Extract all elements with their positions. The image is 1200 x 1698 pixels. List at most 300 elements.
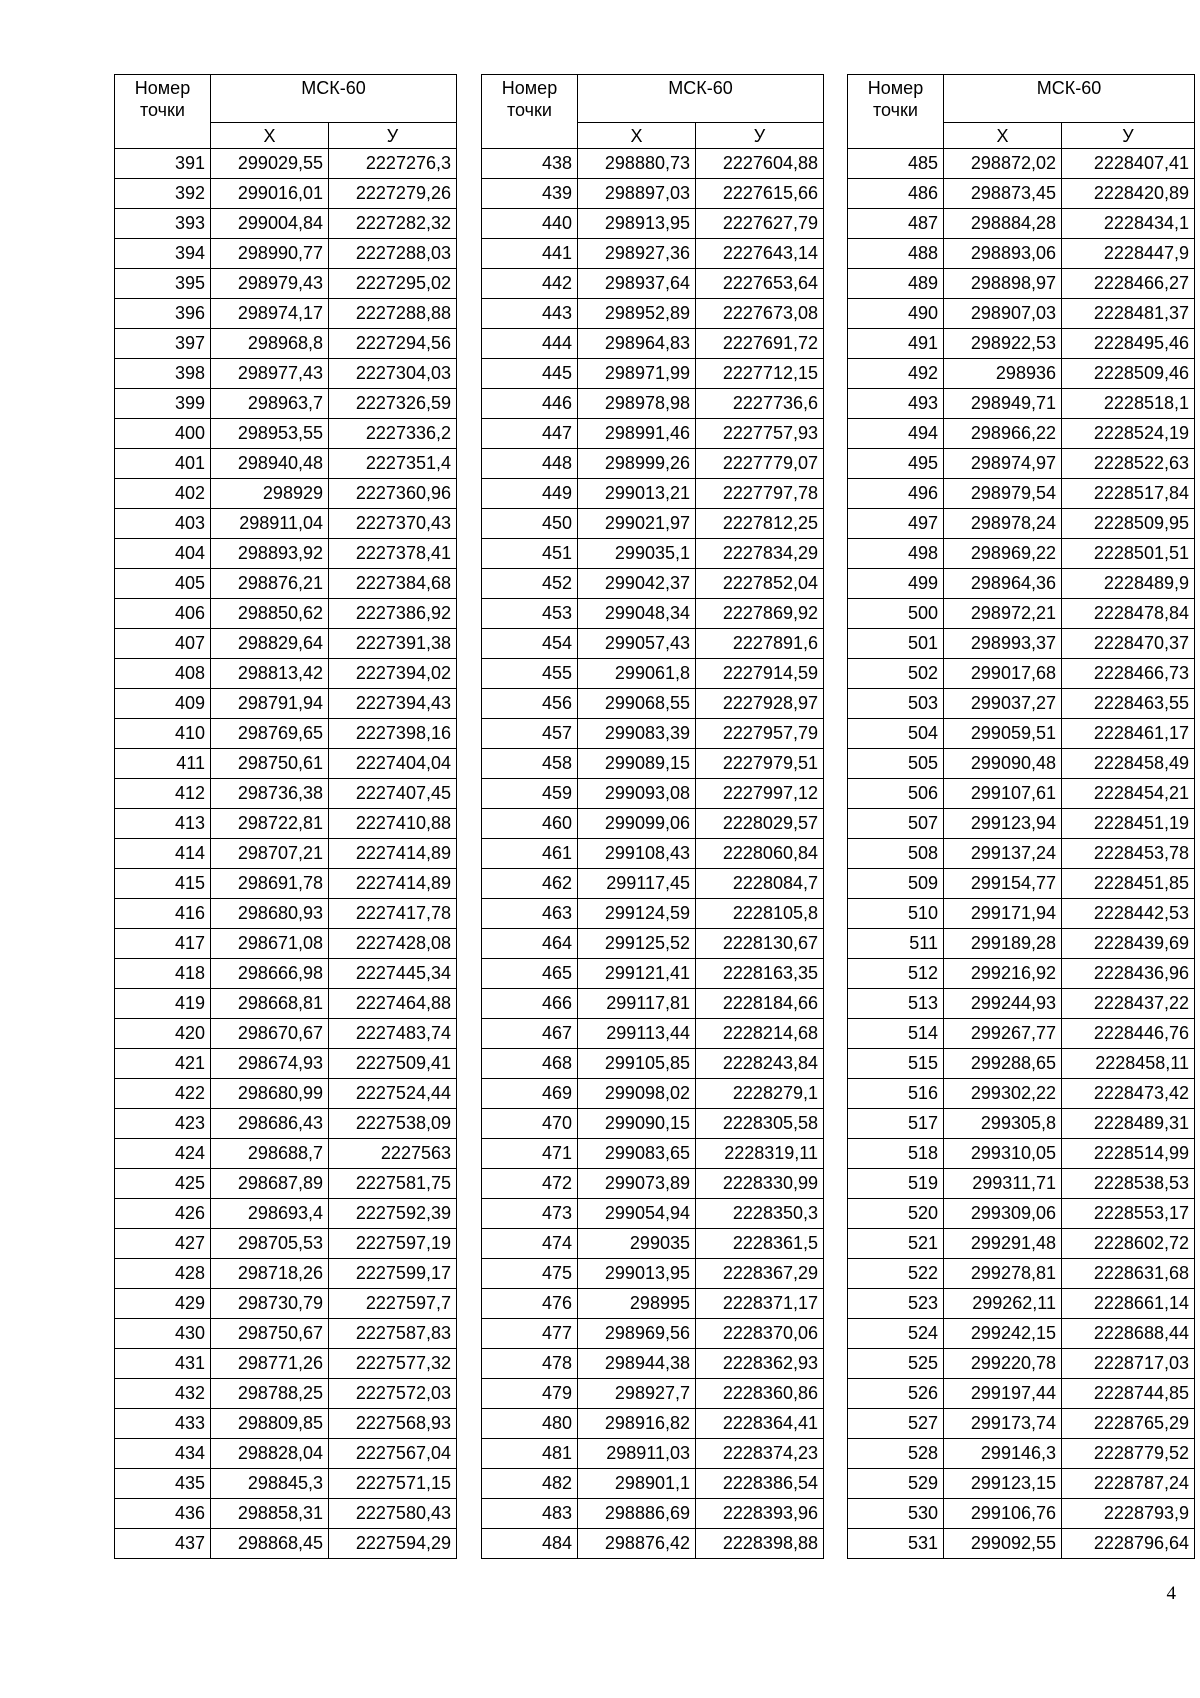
table-row <box>848 779 1195 809</box>
y-cell: 2227812,25 <box>696 509 824 539</box>
y-cell: 2227997,12 <box>696 779 824 809</box>
x-cell: 299244,93 <box>944 989 1062 1019</box>
table-row <box>482 389 824 419</box>
y-cell: 2227398,16 <box>329 719 457 749</box>
point-number-cell: 425 <box>115 1169 211 1199</box>
point-number-cell: 441 <box>482 239 578 269</box>
point-number-cell: 394 <box>115 239 211 269</box>
y-cell: 2228214,68 <box>696 1019 824 1049</box>
point-number-cell: 494 <box>848 419 944 449</box>
x-cell: 299137,24 <box>944 839 1062 869</box>
point-number-cell: 409 <box>115 689 211 719</box>
header-y: У <box>1062 123 1195 149</box>
table-row <box>848 869 1195 899</box>
table-row <box>482 419 824 449</box>
table-row <box>482 1499 824 1529</box>
point-number-cell: 405 <box>115 569 211 599</box>
point-number-cell: 508 <box>848 839 944 869</box>
x-cell: 299123,15 <box>944 1469 1062 1499</box>
table-row <box>848 689 1195 719</box>
table-row <box>848 1469 1195 1499</box>
table-row <box>482 1199 824 1229</box>
point-number-cell: 510 <box>848 899 944 929</box>
table-row <box>482 179 824 209</box>
table-row <box>115 929 457 959</box>
table-row <box>115 659 457 689</box>
point-number-cell: 419 <box>115 989 211 1019</box>
point-number-cell: 433 <box>115 1409 211 1439</box>
x-cell: 299117,45 <box>578 869 696 899</box>
y-cell: 2228305,58 <box>696 1109 824 1139</box>
point-number-cell: 427 <box>115 1229 211 1259</box>
page-number: 4 <box>1166 1583 1176 1604</box>
y-cell: 2228787,24 <box>1062 1469 1195 1499</box>
table-row <box>848 959 1195 989</box>
header-x: Х <box>944 123 1062 149</box>
table-row <box>848 749 1195 779</box>
y-cell: 2228473,42 <box>1062 1079 1195 1109</box>
table-row <box>848 1049 1195 1079</box>
table-row <box>848 1079 1195 1109</box>
table-row <box>115 299 457 329</box>
x-cell: 298964,83 <box>578 329 696 359</box>
point-number-cell: 493 <box>848 389 944 419</box>
point-number-cell: 462 <box>482 869 578 899</box>
table-row <box>482 629 824 659</box>
point-number-cell: 447 <box>482 419 578 449</box>
y-cell: 2227410,88 <box>329 809 457 839</box>
x-cell: 299098,02 <box>578 1079 696 1109</box>
point-number-cell: 518 <box>848 1139 944 1169</box>
y-cell: 2228524,19 <box>1062 419 1195 449</box>
x-cell: 298674,93 <box>211 1049 329 1079</box>
x-cell: 299099,06 <box>578 809 696 839</box>
x-cell: 299197,44 <box>944 1379 1062 1409</box>
x-cell: 299189,28 <box>944 929 1062 959</box>
point-number-cell: 436 <box>115 1499 211 1529</box>
y-cell: 2228463,55 <box>1062 689 1195 719</box>
x-cell: 298993,37 <box>944 629 1062 659</box>
point-number-cell: 435 <box>115 1469 211 1499</box>
x-cell: 299059,51 <box>944 719 1062 749</box>
point-number-cell: 523 <box>848 1289 944 1319</box>
point-number-cell: 522 <box>848 1259 944 1289</box>
table-row <box>115 269 457 299</box>
point-number-cell: 473 <box>482 1199 578 1229</box>
point-number-cell: 516 <box>848 1079 944 1109</box>
y-cell: 2227571,15 <box>329 1469 457 1499</box>
table-row <box>482 329 824 359</box>
x-cell: 298949,71 <box>944 389 1062 419</box>
point-number-cell: 428 <box>115 1259 211 1289</box>
point-number-cell: 528 <box>848 1439 944 1469</box>
x-cell: 298873,45 <box>944 179 1062 209</box>
y-cell: 2227891,6 <box>696 629 824 659</box>
x-cell: 298670,67 <box>211 1019 329 1049</box>
x-cell: 298809,85 <box>211 1409 329 1439</box>
y-cell: 2227779,07 <box>696 449 824 479</box>
header-point-number: Номер точки <box>482 75 578 149</box>
point-number-cell: 466 <box>482 989 578 1019</box>
y-cell: 2228470,37 <box>1062 629 1195 659</box>
x-cell: 298691,78 <box>211 869 329 899</box>
y-cell: 2227594,29 <box>329 1529 457 1559</box>
y-cell: 2228360,86 <box>696 1379 824 1409</box>
table-row <box>115 1319 457 1349</box>
x-cell: 298964,36 <box>944 569 1062 599</box>
y-cell: 2228509,95 <box>1062 509 1195 539</box>
table-row <box>482 779 824 809</box>
point-number-cell: 455 <box>482 659 578 689</box>
point-number-cell: 489 <box>848 269 944 299</box>
y-cell: 2227509,41 <box>329 1049 457 1079</box>
table-row <box>482 209 824 239</box>
x-cell: 298668,81 <box>211 989 329 1019</box>
point-number-cell: 476 <box>482 1289 578 1319</box>
point-number-cell: 446 <box>482 389 578 419</box>
x-cell: 299068,55 <box>578 689 696 719</box>
point-number-cell: 429 <box>115 1289 211 1319</box>
y-cell: 2228447,9 <box>1062 239 1195 269</box>
y-cell: 2228458,11 <box>1062 1049 1195 1079</box>
table-row <box>482 449 824 479</box>
table-row <box>482 599 824 629</box>
coordinate-table-2 <box>481 74 824 1559</box>
point-number-cell: 430 <box>115 1319 211 1349</box>
y-cell: 2227597,19 <box>329 1229 457 1259</box>
point-number-cell: 501 <box>848 629 944 659</box>
table-row <box>482 1319 824 1349</box>
table-row <box>482 1049 824 1079</box>
table-row <box>115 869 457 899</box>
table-row <box>115 539 457 569</box>
y-cell: 2228184,66 <box>696 989 824 1019</box>
y-cell: 2227360,96 <box>329 479 457 509</box>
point-number-cell: 527 <box>848 1409 944 1439</box>
point-number-cell: 443 <box>482 299 578 329</box>
table-row <box>848 989 1195 1019</box>
point-number-cell: 463 <box>482 899 578 929</box>
point-number-cell: 439 <box>482 179 578 209</box>
y-cell: 2227979,51 <box>696 749 824 779</box>
x-cell: 298916,82 <box>578 1409 696 1439</box>
point-number-cell: 413 <box>115 809 211 839</box>
point-number-cell: 526 <box>848 1379 944 1409</box>
x-cell: 299105,85 <box>578 1049 696 1079</box>
y-cell: 2228437,22 <box>1062 989 1195 1019</box>
x-cell: 298893,06 <box>944 239 1062 269</box>
point-number-cell: 512 <box>848 959 944 989</box>
table-row <box>115 1079 457 1109</box>
point-number-cell: 453 <box>482 599 578 629</box>
x-cell: 298769,65 <box>211 719 329 749</box>
point-number-cell: 495 <box>848 449 944 479</box>
x-cell: 298953,55 <box>211 419 329 449</box>
x-cell: 298680,99 <box>211 1079 329 1109</box>
point-number-cell: 524 <box>848 1319 944 1349</box>
table-row <box>115 1109 457 1139</box>
x-cell: 298705,53 <box>211 1229 329 1259</box>
point-number-cell: 486 <box>848 179 944 209</box>
table-row <box>115 989 457 1019</box>
point-number-cell: 517 <box>848 1109 944 1139</box>
x-cell: 299154,77 <box>944 869 1062 899</box>
table-row <box>115 959 457 989</box>
point-number-cell: 423 <box>115 1109 211 1139</box>
x-cell: 299242,15 <box>944 1319 1062 1349</box>
point-number-cell: 450 <box>482 509 578 539</box>
x-cell: 298722,81 <box>211 809 329 839</box>
table-row <box>848 329 1195 359</box>
x-cell: 298898,97 <box>944 269 1062 299</box>
y-cell: 2227592,39 <box>329 1199 457 1229</box>
table-row <box>115 179 457 209</box>
x-cell: 299092,55 <box>944 1529 1062 1559</box>
table-row <box>482 149 824 179</box>
y-cell: 2227370,43 <box>329 509 457 539</box>
point-number-cell: 531 <box>848 1529 944 1559</box>
point-number-cell: 499 <box>848 569 944 599</box>
point-number-cell: 456 <box>482 689 578 719</box>
x-cell: 299121,41 <box>578 959 696 989</box>
x-cell: 299267,77 <box>944 1019 1062 1049</box>
point-number-cell: 426 <box>115 1199 211 1229</box>
y-cell: 2228367,29 <box>696 1259 824 1289</box>
table-row <box>482 869 824 899</box>
x-cell: 298974,17 <box>211 299 329 329</box>
y-cell: 2228436,96 <box>1062 959 1195 989</box>
x-cell: 298688,7 <box>211 1139 329 1169</box>
header-y: У <box>696 123 824 149</box>
point-number-cell: 470 <box>482 1109 578 1139</box>
table-row <box>482 929 824 959</box>
x-cell: 299171,94 <box>944 899 1062 929</box>
table-row <box>848 179 1195 209</box>
x-cell: 298972,21 <box>944 599 1062 629</box>
x-cell: 298913,95 <box>578 209 696 239</box>
x-cell: 298828,04 <box>211 1439 329 1469</box>
point-number-cell: 416 <box>115 899 211 929</box>
table-row <box>115 359 457 389</box>
x-cell: 299113,44 <box>578 1019 696 1049</box>
table-row <box>482 1079 824 1109</box>
y-cell: 2227464,88 <box>329 989 457 1019</box>
point-number-cell: 422 <box>115 1079 211 1109</box>
x-cell: 298886,69 <box>578 1499 696 1529</box>
table-row <box>115 749 457 779</box>
table-row <box>115 1379 457 1409</box>
y-cell: 2228495,46 <box>1062 329 1195 359</box>
x-cell: 299054,94 <box>578 1199 696 1229</box>
y-cell: 2228453,78 <box>1062 839 1195 869</box>
table-row <box>482 659 824 689</box>
table-row <box>848 1529 1195 1559</box>
y-cell: 2228466,73 <box>1062 659 1195 689</box>
table-row <box>115 1019 457 1049</box>
y-cell: 2227577,32 <box>329 1349 457 1379</box>
x-cell: 299048,34 <box>578 599 696 629</box>
y-cell: 2227407,45 <box>329 779 457 809</box>
x-cell: 299004,84 <box>211 209 329 239</box>
point-number-cell: 437 <box>115 1529 211 1559</box>
point-number-cell: 515 <box>848 1049 944 1079</box>
point-number-cell: 421 <box>115 1049 211 1079</box>
x-cell: 298936 <box>944 359 1062 389</box>
y-cell: 2228084,7 <box>696 869 824 899</box>
point-number-cell: 500 <box>848 599 944 629</box>
point-number-cell: 398 <box>115 359 211 389</box>
x-cell: 298687,89 <box>211 1169 329 1199</box>
x-cell: 298968,8 <box>211 329 329 359</box>
x-cell: 299083,39 <box>578 719 696 749</box>
point-number-cell: 496 <box>848 479 944 509</box>
y-cell: 2227404,04 <box>329 749 457 779</box>
table-row <box>115 569 457 599</box>
table-row <box>115 239 457 269</box>
y-cell: 2228688,44 <box>1062 1319 1195 1349</box>
point-number-cell: 460 <box>482 809 578 839</box>
point-number-cell: 459 <box>482 779 578 809</box>
x-cell: 298876,21 <box>211 569 329 599</box>
point-number-cell: 472 <box>482 1169 578 1199</box>
point-number-cell: 444 <box>482 329 578 359</box>
x-cell: 299107,61 <box>944 779 1062 809</box>
point-number-cell: 492 <box>848 359 944 389</box>
header-y: У <box>329 123 457 149</box>
y-cell: 2227757,93 <box>696 419 824 449</box>
table-row <box>115 329 457 359</box>
point-number-cell: 418 <box>115 959 211 989</box>
point-number-cell: 530 <box>848 1499 944 1529</box>
y-cell: 2227386,92 <box>329 599 457 629</box>
x-cell: 298907,03 <box>944 299 1062 329</box>
table-row <box>115 779 457 809</box>
table-row <box>848 539 1195 569</box>
point-number-cell: 438 <box>482 149 578 179</box>
y-cell: 2228364,41 <box>696 1409 824 1439</box>
table-row <box>482 539 824 569</box>
table-row <box>848 1109 1195 1139</box>
table-row <box>482 1139 824 1169</box>
y-cell: 2228350,3 <box>696 1199 824 1229</box>
y-cell: 2227288,03 <box>329 239 457 269</box>
point-number-cell: 503 <box>848 689 944 719</box>
x-cell: 299310,05 <box>944 1139 1062 1169</box>
y-cell: 2227524,44 <box>329 1079 457 1109</box>
table-row <box>115 1499 457 1529</box>
point-number-cell: 440 <box>482 209 578 239</box>
x-cell: 298974,97 <box>944 449 1062 479</box>
y-cell: 2227852,04 <box>696 569 824 599</box>
y-cell: 2228631,68 <box>1062 1259 1195 1289</box>
x-cell: 298969,56 <box>578 1319 696 1349</box>
y-cell: 2227294,56 <box>329 329 457 359</box>
point-number-cell: 400 <box>115 419 211 449</box>
y-cell: 2228489,9 <box>1062 569 1195 599</box>
y-cell: 2227568,93 <box>329 1409 457 1439</box>
coordinate-table-3 <box>847 74 1195 1559</box>
x-cell: 298937,64 <box>578 269 696 299</box>
point-number-cell: 480 <box>482 1409 578 1439</box>
x-cell: 298868,45 <box>211 1529 329 1559</box>
y-cell: 2228374,23 <box>696 1439 824 1469</box>
y-cell: 2228451,19 <box>1062 809 1195 839</box>
x-cell: 298978,24 <box>944 509 1062 539</box>
point-number-cell: 461 <box>482 839 578 869</box>
table-row <box>482 1379 824 1409</box>
point-number-cell: 397 <box>115 329 211 359</box>
y-cell: 2227599,17 <box>329 1259 457 1289</box>
table-row <box>848 479 1195 509</box>
x-cell: 298922,53 <box>944 329 1062 359</box>
table-row <box>848 1349 1195 1379</box>
y-cell: 2228407,41 <box>1062 149 1195 179</box>
y-cell: 2228386,54 <box>696 1469 824 1499</box>
y-cell: 2228130,67 <box>696 929 824 959</box>
point-number-cell: 454 <box>482 629 578 659</box>
table-row <box>482 1259 824 1289</box>
y-cell: 2227914,59 <box>696 659 824 689</box>
point-number-cell: 407 <box>115 629 211 659</box>
y-cell: 2227572,03 <box>329 1379 457 1409</box>
y-cell: 2227712,15 <box>696 359 824 389</box>
point-number-cell: 519 <box>848 1169 944 1199</box>
y-cell: 2228454,21 <box>1062 779 1195 809</box>
x-cell: 298911,03 <box>578 1439 696 1469</box>
point-number-cell: 448 <box>482 449 578 479</box>
y-cell: 2228461,17 <box>1062 719 1195 749</box>
point-number-cell: 521 <box>848 1229 944 1259</box>
y-cell: 2227391,38 <box>329 629 457 659</box>
table-row <box>115 209 457 239</box>
point-number-cell: 420 <box>115 1019 211 1049</box>
x-cell: 299090,48 <box>944 749 1062 779</box>
point-number-cell: 520 <box>848 1199 944 1229</box>
x-cell: 299291,48 <box>944 1229 1062 1259</box>
point-number-cell: 507 <box>848 809 944 839</box>
y-cell: 2227538,09 <box>329 1109 457 1139</box>
point-number-cell: 467 <box>482 1019 578 1049</box>
point-number-cell: 504 <box>848 719 944 749</box>
point-number-cell: 509 <box>848 869 944 899</box>
table-row <box>115 719 457 749</box>
table-row <box>482 1469 824 1499</box>
y-cell: 2228330,99 <box>696 1169 824 1199</box>
y-cell: 2227414,89 <box>329 839 457 869</box>
x-cell: 298940,48 <box>211 449 329 479</box>
y-cell: 2227673,08 <box>696 299 824 329</box>
table-row <box>848 839 1195 869</box>
x-cell: 299035,1 <box>578 539 696 569</box>
table-row <box>848 899 1195 929</box>
table-row <box>848 269 1195 299</box>
point-number-cell: 525 <box>848 1349 944 1379</box>
y-cell: 2228029,57 <box>696 809 824 839</box>
x-cell: 298813,42 <box>211 659 329 689</box>
y-cell: 2227417,78 <box>329 899 457 929</box>
y-cell: 2228538,53 <box>1062 1169 1195 1199</box>
x-cell: 299013,95 <box>578 1259 696 1289</box>
x-cell: 298750,61 <box>211 749 329 779</box>
point-number-cell: 497 <box>848 509 944 539</box>
point-number-cell: 491 <box>848 329 944 359</box>
table-row <box>848 1439 1195 1469</box>
x-cell: 298693,4 <box>211 1199 329 1229</box>
point-number-cell: 391 <box>115 149 211 179</box>
y-cell: 2227351,4 <box>329 449 457 479</box>
table-row <box>848 239 1195 269</box>
y-cell: 2227326,59 <box>329 389 457 419</box>
